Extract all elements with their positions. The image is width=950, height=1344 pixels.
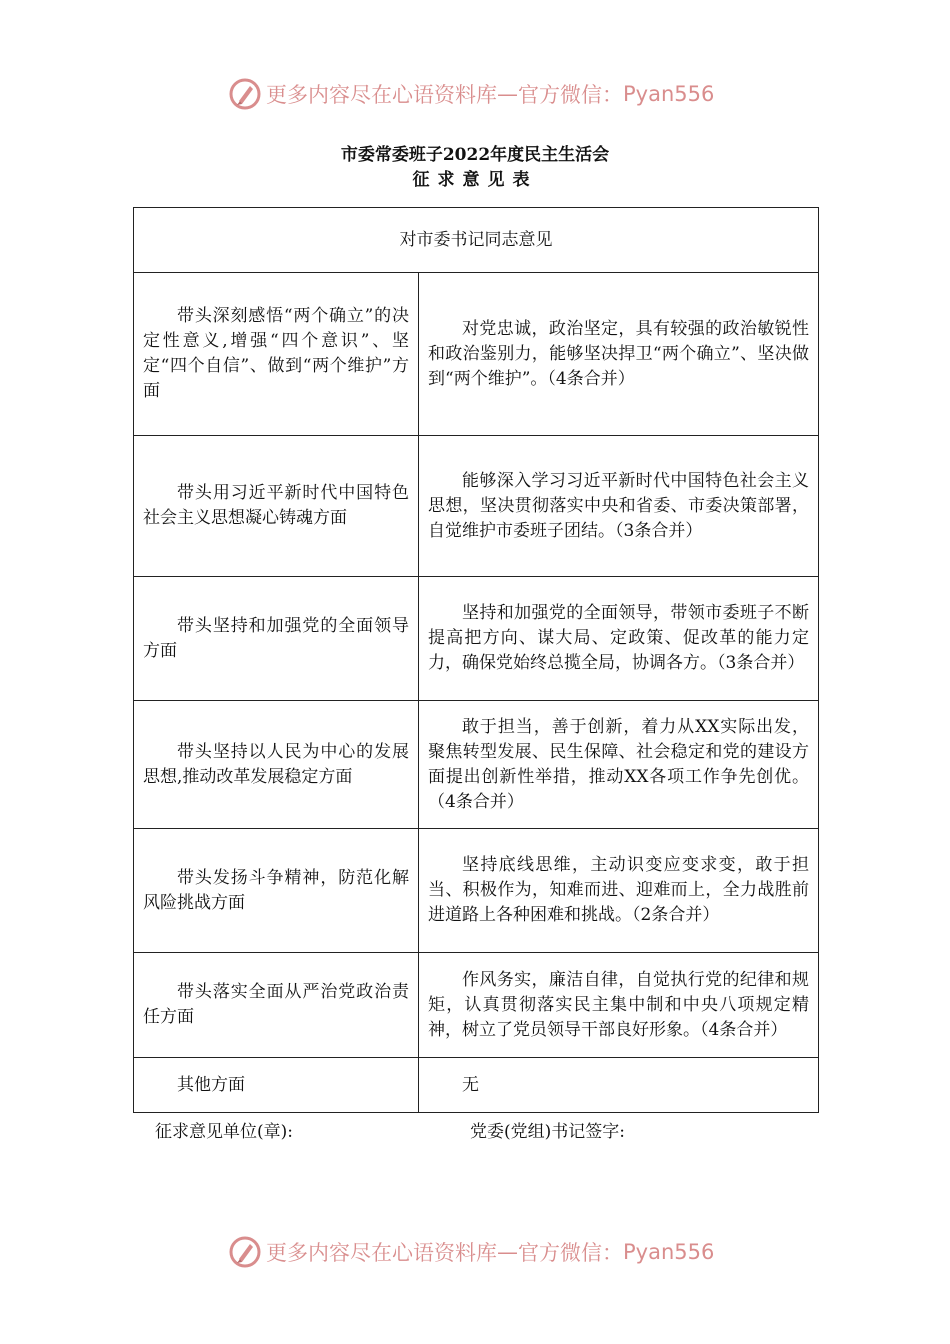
watermark-contact: 官方微信：: [518, 83, 623, 107]
watermark-top: [228, 74, 714, 114]
table-header-row: [134, 208, 819, 273]
aspect-cell: 带头深刻感悟“两个确立”的决定性意义,增强“四个意识”、坚定“四个自信”、做到“两个维护”方面: [134, 273, 419, 436]
table-header: 对市委书记同志意见: [134, 208, 819, 273]
watermark-bottom: [228, 1232, 714, 1272]
table-row: [134, 829, 819, 953]
aspect-cell: 带头坚持以人民为中心的发展思想,推动改革发展稳定方面: [134, 701, 419, 829]
table-row: [134, 436, 819, 577]
table-row: [134, 1058, 819, 1113]
opinion-cell: 坚持和加强党的全面领导，带领市委班子不断提高把方向、谋大局、定政策、促改革的能力定力，确保党始终总揽全局，协调各方。（3条合并）: [419, 577, 819, 701]
document-title: 市委常委班子2022年度民主生活会: [340, 145, 610, 165]
aspect-cell: 带头发扬斗争精神，防范化解风险挑战方面: [134, 829, 419, 953]
signature-label: 党委(党组)书记签字:: [470, 1122, 625, 1142]
watermark-brand: 更多内容尽在心语资料库: [266, 83, 497, 107]
opinion-cell: 无: [419, 1058, 819, 1113]
opinion-cell: 作风务实，廉洁自律，自觉执行党的纪律和规矩，认真贯彻落实民主集中制和中央八项规定精神，树立了党员领导干部良好形象。（4条合并）: [419, 953, 819, 1058]
opinion-table: [133, 207, 819, 1113]
opinion-cell: 能够深入学习习近平新时代中国特色社会主义思想，坚决贯彻落实中央和省委、市委决策部署，自觉维护市委班子团结。（3条合并）: [419, 436, 819, 577]
opinion-cell: 敢于担当，善于创新，着力从XX实际出发，聚焦转型发展、民生保障、社会稳定和党的建设方面提出创新性举措，推动XX各项工作争先创优。（4条合并）: [419, 701, 819, 829]
watermark-handle: Pyan556: [623, 82, 715, 106]
aspect-cell: 带头落实全面从严治党政治责任方面: [134, 953, 419, 1058]
opinion-cell: 坚持底线思维，主动识变应变求变，敢于担当、积极作为，知难而进、迎难而上，全力战胜前进道路上各种困难和挑战。（2条合并）: [419, 829, 819, 953]
watermark-dash: —: [497, 1240, 518, 1264]
watermark-brand: 更多内容尽在心语资料库: [266, 1241, 497, 1265]
watermark-dash: —: [497, 82, 518, 106]
table-row: [134, 273, 819, 436]
aspect-cell: 带头用习近平新时代中国特色社会主义思想凝心铸魂方面: [134, 436, 419, 577]
watermark-handle: Pyan556: [623, 1240, 715, 1264]
brand-logo-icon: [228, 77, 262, 111]
table-row: [134, 953, 819, 1058]
brand-logo-icon: [228, 1235, 262, 1269]
watermark-contact: 官方微信：: [518, 1241, 623, 1265]
table-row: [134, 577, 819, 701]
aspect-cell: 带头坚持和加强党的全面领导方面: [134, 577, 419, 701]
document-subtitle: 征求意见表: [412, 170, 538, 190]
unit-label: 征求意见单位(章):: [155, 1122, 293, 1142]
aspect-cell: 其他方面: [134, 1058, 419, 1113]
table-row: [134, 701, 819, 829]
opinion-cell: 对党忠诚，政治坚定，具有较强的政治敏锐性和政治鉴别力，能够坚决捍卫“两个确立”、坚决做到“两个维护”。（4条合并）: [419, 273, 819, 436]
